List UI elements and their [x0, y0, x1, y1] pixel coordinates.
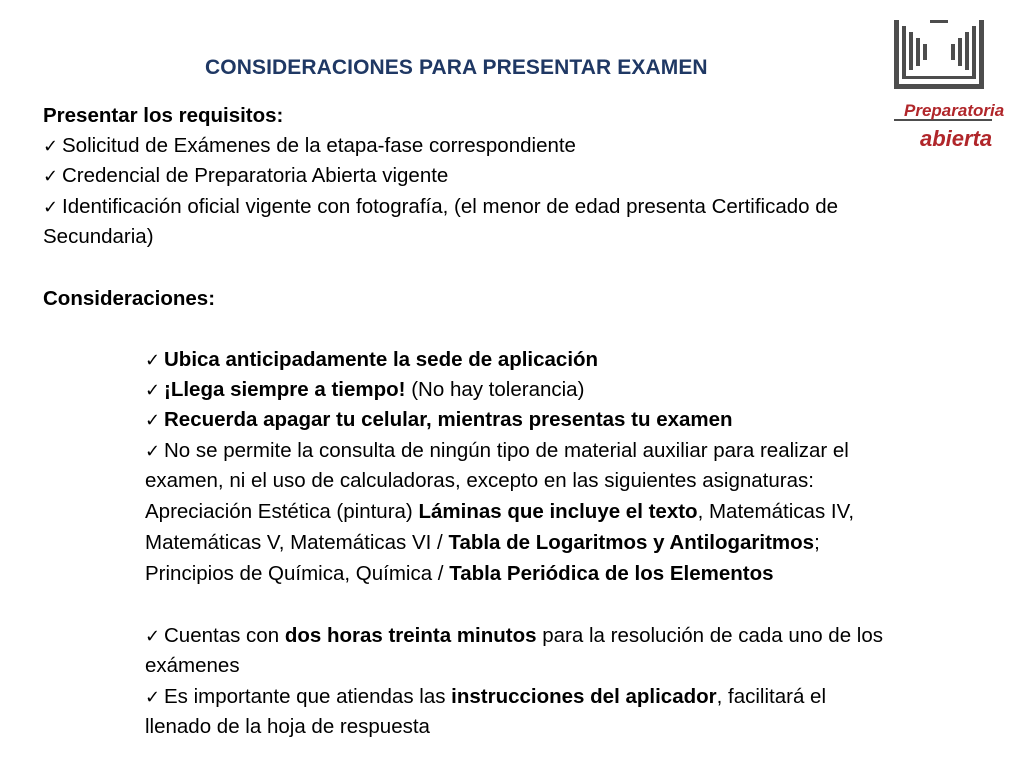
list-item-continuation: Principios de Química, Química / Tabla Periódica de los Elementos	[145, 562, 774, 585]
list-item: ✓ No se permite la consulta de ningún tipo de material auxiliar para realizar el	[145, 436, 849, 467]
list-item-continuation: examen, ni el uso de calculadoras, excepto en las siguientes asignaturas:	[145, 469, 814, 492]
checkmark-icon: ✓	[145, 441, 161, 461]
svg-text:Preparatoria: Preparatoria	[904, 101, 1004, 120]
list-item-continuation: Matemáticas V, Matemáticas VI / Tabla de Logaritmos y Antilogaritmos;	[145, 531, 820, 554]
checkmark-icon: ✓	[43, 136, 59, 156]
checkmark-icon: ✓	[145, 350, 161, 370]
checkmark-icon: ✓	[145, 626, 161, 646]
list-item: ✓ Identificación oficial vigente con fotografía, (el menor de edad presenta Certificado de	[43, 192, 838, 223]
list-item-continuation: llenado de la hoja de respuesta	[145, 715, 430, 738]
list-item: ✓ Credencial de Preparatoria Abierta vigente	[43, 161, 448, 192]
svg-text:abierta: abierta	[920, 126, 993, 151]
checkmark-icon: ✓	[145, 687, 161, 707]
list-item: ✓ Ubica anticipadamente la sede de aplicación	[145, 345, 598, 376]
checkmark-icon: ✓	[145, 380, 161, 400]
checkmark-icon: ✓	[43, 166, 59, 186]
list-item: ✓ Recuerda apagar tu celular, mientras presentas tu examen	[145, 405, 733, 436]
list-item: ✓ Cuentas con dos horas treinta minutos para la resolución de cada uno de los	[145, 621, 883, 652]
consideraciones-heading: Consideraciones:	[43, 287, 216, 310]
list-item-continuation: exámenes	[145, 654, 240, 677]
list-item: ✓ Solicitud de Exámenes de la etapa-fase correspondiente	[43, 131, 576, 162]
checkmark-icon: ✓	[145, 410, 161, 430]
list-item-continuation: Apreciación Estética (pintura) Láminas que incluye el texto, Matemáticas IV,	[145, 500, 855, 523]
list-item: ✓ ¡Llega siempre a tiempo! (No hay tolerancia)	[145, 375, 584, 406]
checkmark-icon: ✓	[43, 197, 59, 217]
list-item-continuation: Secundaria)	[43, 225, 154, 248]
requisitos-heading: Presentar los requisitos:	[43, 104, 284, 127]
page-title: CONSIDERACIONES PARA PRESENTAR EXAMEN	[205, 56, 708, 79]
preparatoria-abierta-logo	[880, 14, 1004, 154]
list-item: ✓ Es importante que atiendas las instrucciones del aplicador, facilitará el	[145, 682, 826, 713]
